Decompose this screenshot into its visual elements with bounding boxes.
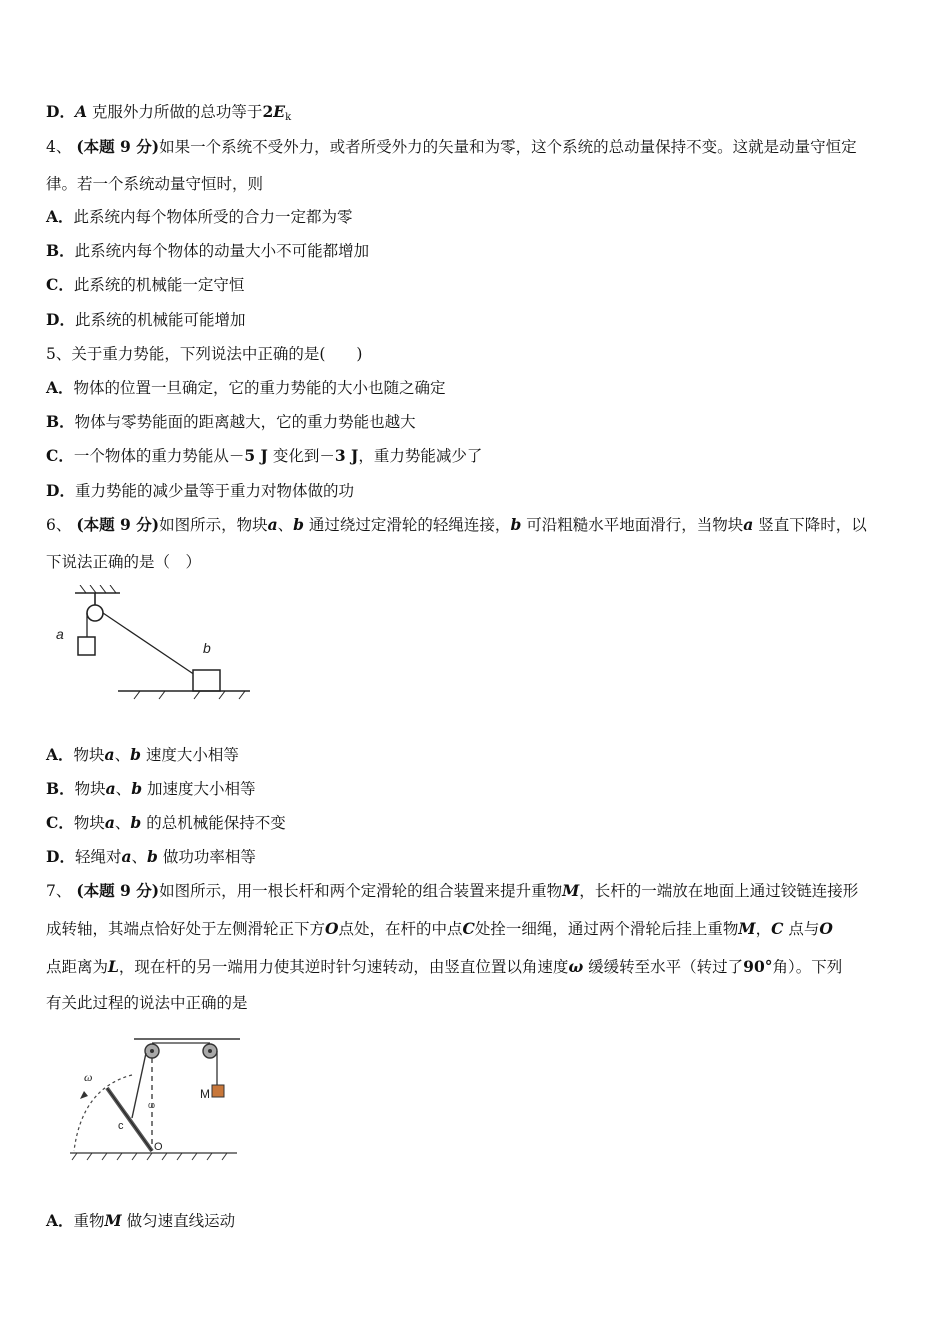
- q7-stem-line1: [46, 881, 906, 901]
- stem-text: 如图所示，物块: [159, 516, 268, 534]
- rope-b: [103, 613, 195, 675]
- q5-option-c: [46, 446, 906, 466]
- var-b: b: [510, 515, 522, 534]
- var-b: b: [131, 779, 143, 798]
- sep: 、: [277, 516, 294, 534]
- option-label: C．: [46, 446, 74, 465]
- rope-to-c: [132, 1053, 146, 1118]
- q6-stem-line1: [46, 515, 906, 535]
- sep: 、: [115, 780, 132, 798]
- q6-option-c: [46, 813, 906, 833]
- option-label: D．: [46, 102, 75, 121]
- q5-stem: [46, 344, 906, 364]
- value-1: 5 J: [244, 446, 268, 465]
- q6-option-b: [46, 779, 906, 799]
- mass-m: [212, 1085, 224, 1097]
- q5-option-b: [46, 412, 906, 432]
- stem-text: 点与: [788, 920, 820, 938]
- q4-option-a: [46, 207, 906, 227]
- option-label: D．: [46, 847, 75, 866]
- coef: 2: [262, 102, 274, 121]
- var-a: a: [267, 515, 278, 534]
- var-a: a: [104, 745, 115, 764]
- degree-value: 90°: [743, 957, 773, 976]
- value-2: 3 J: [334, 446, 359, 465]
- option-label: D．: [46, 310, 75, 329]
- option-text: 物块: [74, 780, 106, 798]
- var-c: C: [771, 919, 784, 938]
- q7-stem-line3: [46, 957, 906, 977]
- stem-text: 如果一个系统不受外力，或者所受外力的矢量和为零，这个系统的总动量保持不变。这就是动量守恒定: [159, 138, 857, 156]
- question-number: 7、: [46, 882, 72, 900]
- var-c: C: [462, 919, 475, 938]
- ground: [70, 1153, 237, 1160]
- rotation-arrow: [80, 1091, 88, 1099]
- var-m: M: [738, 919, 756, 938]
- q7-stem-line2: [46, 919, 906, 939]
- stem-text: 可沿粗糙水平地面滑行，当物块: [526, 516, 744, 534]
- q6-option-d: [46, 847, 906, 867]
- label-m: M: [200, 1087, 210, 1101]
- q4-option-d: [46, 310, 906, 330]
- stem-text: 竖直下降时，以: [758, 516, 867, 534]
- option-label: B．: [46, 241, 75, 260]
- option-label: A．: [46, 207, 74, 226]
- option-text: 物体与零势能面的距离越大，它的重力势能也越大: [74, 413, 416, 431]
- q6-stem-line2: [46, 552, 906, 572]
- option-text: 速度大小相等: [145, 746, 239, 764]
- var-o: O: [325, 919, 339, 938]
- var-a: A: [74, 102, 87, 121]
- stem-text: ，现在杆的另一端用力使其逆时针匀速转动，由竖直位置以角速度: [118, 958, 569, 976]
- stem-text: 处拴一细绳，通过两个滑轮后挂上重物: [474, 920, 739, 938]
- stem-text: 通过绕过定滑轮的轻绳连接，: [308, 516, 511, 534]
- question-meta: (本题 9 分): [76, 515, 160, 534]
- option-text: 物块: [73, 814, 105, 832]
- option-label: C．: [46, 275, 74, 294]
- q5-option-d: [46, 481, 906, 501]
- q5-option-a: [46, 378, 906, 398]
- var-m: M: [104, 1211, 122, 1230]
- q7-option-a: [46, 1211, 906, 1231]
- q6-option-a: [46, 745, 906, 765]
- block-a: [78, 637, 95, 655]
- option-label: B．: [46, 779, 75, 798]
- q4-option-c: [46, 275, 906, 295]
- option-label: A．: [46, 1211, 74, 1230]
- sep: 、: [114, 746, 131, 764]
- stem-text: 角）。下列: [772, 958, 843, 976]
- question-meta: (本题 9 分): [76, 137, 160, 156]
- pulley: [87, 605, 103, 621]
- option-text: ，重力势能减少了: [358, 447, 483, 465]
- q4-option-b: [46, 241, 906, 261]
- stem-text: 如图所示，用一根长杆和两个定滑轮的组合装置来提升重物: [159, 882, 563, 900]
- stem-text: 律。若一个系统动量守恒时，则: [46, 175, 264, 193]
- stem-text: 点距离为: [46, 958, 109, 976]
- option-text: 变化到－: [272, 447, 335, 465]
- label-a: a: [56, 626, 64, 642]
- option-text: 克服外力所做的总功等于: [91, 103, 263, 121]
- stem-text: 缓缓转至水平（转过了: [588, 958, 744, 976]
- stem-text: ，: [755, 920, 772, 938]
- option-text: 一个物体的重力势能从－: [73, 447, 245, 465]
- label-o: O: [154, 1141, 163, 1153]
- option-text: 此系统内每个物体所受的合力一定都为零: [73, 208, 353, 226]
- option-text: 物块: [73, 746, 105, 764]
- var-b: b: [130, 745, 141, 764]
- option-text: 重力势能的减少量等于重力对物体做的功: [74, 482, 354, 500]
- q4-stem-line1: [46, 137, 906, 157]
- stem-text: 点处，在杆的中点: [338, 920, 463, 938]
- var-o: O: [819, 919, 833, 938]
- q7-figure: [62, 1033, 242, 1163]
- stem-text: 成转轴，其端点恰好处于左侧滑轮正下方: [46, 920, 326, 938]
- option-label: B．: [46, 412, 75, 431]
- var-a: a: [104, 813, 115, 832]
- var-a: a: [105, 779, 116, 798]
- ground: [118, 691, 250, 699]
- option-text: 此系统的机械能一定守恒: [73, 276, 245, 294]
- var-m: M: [562, 881, 580, 900]
- ceiling: [75, 585, 120, 607]
- q3-option-d: [46, 102, 906, 128]
- label-c: c: [118, 1120, 124, 1132]
- question-number: 5、: [46, 345, 72, 363]
- sub-k: k: [285, 112, 292, 123]
- sym-e: E: [273, 102, 286, 121]
- option-text: 此系统的机械能可能增加: [74, 311, 246, 329]
- label-mid: ω: [148, 1100, 156, 1110]
- stem-text: 下说法正确的是（ ）: [46, 553, 202, 571]
- label-b: b: [203, 640, 211, 656]
- option-text: 加速度大小相等: [146, 780, 256, 798]
- var-a: a: [121, 847, 132, 866]
- option-text: 做匀速直线运动: [126, 1212, 236, 1230]
- stem-text: 有关此过程的说法中正确的是: [46, 994, 248, 1012]
- label-omega: ω: [84, 1070, 93, 1084]
- option-label: C．: [46, 813, 74, 832]
- stem-text: ，长杆的一端放在地面上通过铰链连接形: [579, 882, 859, 900]
- option-label: D．: [46, 481, 75, 500]
- block-b: [193, 670, 220, 691]
- sep: 、: [131, 848, 148, 866]
- var-omega: ω: [568, 957, 584, 976]
- stem-text: 关于重力势能，下列说法中正确的是( ): [71, 345, 363, 363]
- var-l: L: [108, 957, 119, 976]
- question-meta: (本题 9 分): [76, 881, 160, 900]
- q7-stem-line4: [46, 993, 906, 1013]
- question-number: 6、: [46, 516, 72, 534]
- option-text: 做功功率相等: [162, 848, 256, 866]
- option-label: A．: [46, 378, 74, 397]
- var-b: b: [130, 813, 142, 832]
- question-number: 4、: [46, 138, 72, 156]
- option-text: 的总机械能保持不变: [146, 814, 286, 832]
- var-b: b: [147, 847, 158, 866]
- option-text: 此系统内每个物体的动量大小不可能都增加: [74, 242, 370, 260]
- q6-figure: [50, 585, 260, 700]
- q4-stem-line2: [46, 174, 906, 194]
- var-b: b: [293, 515, 304, 534]
- option-text: 轻绳对: [74, 848, 122, 866]
- sep: 、: [114, 814, 131, 832]
- option-text: 物体的位置一旦确定，它的重力势能的大小也随之确定: [73, 379, 446, 397]
- option-text: 重物: [73, 1212, 105, 1230]
- var-a: a: [743, 515, 754, 534]
- option-label: A．: [46, 745, 74, 764]
